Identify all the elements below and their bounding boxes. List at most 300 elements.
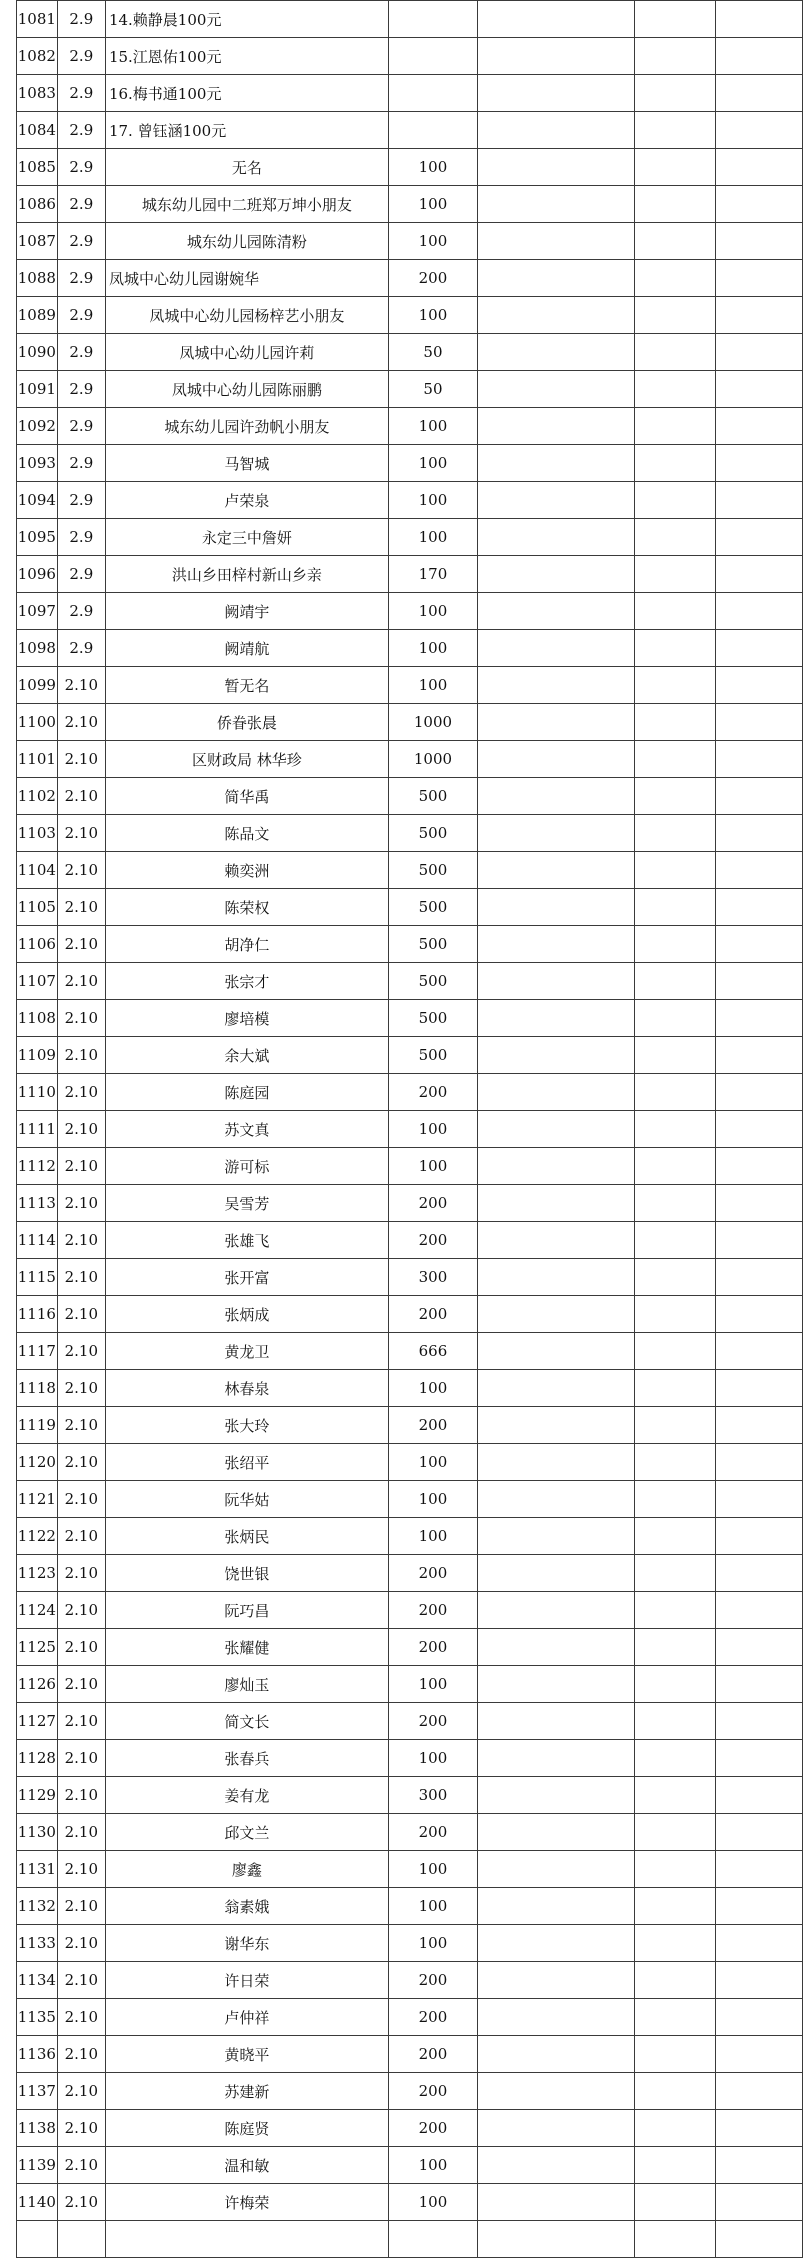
row-number-cell: 1084 <box>17 112 58 149</box>
date-cell: 2.10 <box>57 2036 105 2073</box>
donor-name-cell: 凤城中心幼儿园陈丽鹏 <box>105 371 388 408</box>
empty-cell <box>478 1 635 38</box>
amount-cell: 100 <box>388 1888 477 1925</box>
row-number-cell: 1120 <box>17 1444 58 1481</box>
empty-cell <box>634 630 715 667</box>
empty-cell <box>388 2221 477 2258</box>
amount-cell: 100 <box>388 1925 477 1962</box>
empty-cell <box>715 1481 802 1518</box>
table-row <box>17 1777 803 1814</box>
empty-cell <box>634 1407 715 1444</box>
empty-cell <box>634 445 715 482</box>
row-number-cell: 1110 <box>17 1074 58 1111</box>
empty-cell <box>634 556 715 593</box>
table-row <box>17 297 803 334</box>
row-number-cell: 1107 <box>17 963 58 1000</box>
empty-cell <box>478 1555 635 1592</box>
date-cell: 2.9 <box>57 1 105 38</box>
table-row <box>17 334 803 371</box>
donor-name-cell: 林春泉 <box>105 1370 388 1407</box>
amount-cell: 200 <box>388 1555 477 1592</box>
empty-cell <box>634 1555 715 1592</box>
empty-cell <box>715 926 802 963</box>
table-row <box>17 186 803 223</box>
table-row <box>17 1518 803 1555</box>
empty-cell <box>478 630 635 667</box>
empty-cell <box>478 482 635 519</box>
row-number-cell: 1092 <box>17 408 58 445</box>
empty-cell <box>634 1777 715 1814</box>
amount-cell: 170 <box>388 556 477 593</box>
empty-cell <box>634 741 715 778</box>
donor-name-cell: 简文长 <box>105 1703 388 1740</box>
date-cell: 2.10 <box>57 1740 105 1777</box>
row-number-cell: 1086 <box>17 186 58 223</box>
empty-cell <box>634 1148 715 1185</box>
empty-cell <box>715 334 802 371</box>
date-cell: 2.10 <box>57 1814 105 1851</box>
empty-cell <box>634 1444 715 1481</box>
amount-cell: 300 <box>388 1259 477 1296</box>
empty-cell <box>478 2184 635 2221</box>
empty-cell <box>478 38 635 75</box>
donor-name-cell: 许日荣 <box>105 1962 388 1999</box>
table-row <box>17 1814 803 1851</box>
empty-cell <box>478 1666 635 1703</box>
amount-cell: 200 <box>388 260 477 297</box>
row-number-cell: 1081 <box>17 1 58 38</box>
empty-cell <box>715 593 802 630</box>
empty-cell <box>478 445 635 482</box>
empty-cell <box>634 2184 715 2221</box>
empty-cell <box>478 1185 635 1222</box>
amount-cell: 200 <box>388 2073 477 2110</box>
empty-cell <box>478 963 635 1000</box>
table-row <box>17 704 803 741</box>
empty-cell <box>478 408 635 445</box>
date-cell: 2.10 <box>57 1518 105 1555</box>
empty-cell <box>634 1962 715 1999</box>
empty-cell <box>634 1592 715 1629</box>
row-number-cell: 1133 <box>17 1925 58 1962</box>
row-number-cell: 1109 <box>17 1037 58 1074</box>
amount-cell: 200 <box>388 1074 477 1111</box>
donor-name-cell: 阙靖宇 <box>105 593 388 630</box>
amount-cell: 100 <box>388 186 477 223</box>
amount-cell: 666 <box>388 1333 477 1370</box>
empty-cell <box>634 1037 715 1074</box>
date-cell: 2.10 <box>57 1481 105 1518</box>
empty-cell <box>634 334 715 371</box>
row-number-cell: 1101 <box>17 741 58 778</box>
date-cell: 2.10 <box>57 1148 105 1185</box>
row-number-cell: 1112 <box>17 1148 58 1185</box>
table-row <box>17 371 803 408</box>
empty-cell <box>634 704 715 741</box>
amount-cell: 100 <box>388 1111 477 1148</box>
empty-cell <box>634 1000 715 1037</box>
empty-cell <box>715 2184 802 2221</box>
empty-cell <box>634 149 715 186</box>
empty-cell <box>715 223 802 260</box>
empty-cell <box>715 741 802 778</box>
empty-cell <box>478 1111 635 1148</box>
row-number-cell: 1137 <box>17 2073 58 2110</box>
amount-cell: 500 <box>388 1000 477 1037</box>
table-row <box>17 1666 803 1703</box>
empty-cell <box>478 1999 635 2036</box>
empty-cell <box>634 1111 715 1148</box>
amount-cell: 50 <box>388 371 477 408</box>
table-row <box>17 2036 803 2073</box>
amount-cell: 100 <box>388 593 477 630</box>
amount-cell: 100 <box>388 297 477 334</box>
table-row <box>17 1296 803 1333</box>
date-cell: 2.9 <box>57 260 105 297</box>
empty-cell <box>715 1296 802 1333</box>
donor-name-cell: 张炳成 <box>105 1296 388 1333</box>
amount-cell <box>388 112 477 149</box>
empty-cell <box>478 2073 635 2110</box>
empty-cell <box>478 667 635 704</box>
row-number-cell: 1131 <box>17 1851 58 1888</box>
empty-cell <box>715 1185 802 1222</box>
empty-cell <box>478 186 635 223</box>
donor-name-cell: 邱文兰 <box>105 1814 388 1851</box>
empty-cell <box>715 408 802 445</box>
table-row <box>17 667 803 704</box>
empty-cell <box>105 2221 388 2258</box>
empty-cell <box>634 2221 715 2258</box>
empty-cell <box>715 1555 802 1592</box>
empty-cell <box>478 223 635 260</box>
date-cell: 2.10 <box>57 1185 105 1222</box>
empty-cell <box>634 2073 715 2110</box>
row-number-cell: 1128 <box>17 1740 58 1777</box>
donor-name-cell: 凤城中心幼儿园谢婉华 <box>105 260 388 297</box>
table-row <box>17 149 803 186</box>
table-row <box>17 482 803 519</box>
amount-cell: 200 <box>388 1296 477 1333</box>
table-row <box>17 408 803 445</box>
empty-cell <box>478 1962 635 1999</box>
date-cell: 2.9 <box>57 334 105 371</box>
empty-cell <box>478 334 635 371</box>
row-number-cell: 1138 <box>17 2110 58 2147</box>
table-row <box>17 223 803 260</box>
empty-cell <box>634 1481 715 1518</box>
row-number-cell: 1083 <box>17 75 58 112</box>
row-number-cell: 1126 <box>17 1666 58 1703</box>
row-number-cell: 1093 <box>17 445 58 482</box>
empty-cell <box>478 1592 635 1629</box>
empty-cell <box>634 1666 715 1703</box>
row-number-cell: 1123 <box>17 1555 58 1592</box>
date-cell: 2.10 <box>57 1703 105 1740</box>
row-number-cell: 1108 <box>17 1000 58 1037</box>
amount-cell: 500 <box>388 778 477 815</box>
empty-cell <box>634 593 715 630</box>
donor-name-cell: 阙靖航 <box>105 630 388 667</box>
amount-cell: 500 <box>388 852 477 889</box>
table-row <box>17 926 803 963</box>
empty-cell <box>634 889 715 926</box>
empty-cell <box>634 297 715 334</box>
empty-cell <box>634 963 715 1000</box>
row-number-cell: 1115 <box>17 1259 58 1296</box>
donor-name-cell: 张大玲 <box>105 1407 388 1444</box>
donor-name-cell: 张宗才 <box>105 963 388 1000</box>
donor-name-cell: 苏建新 <box>105 2073 388 2110</box>
date-cell: 2.9 <box>57 593 105 630</box>
empty-cell <box>715 889 802 926</box>
amount-cell <box>388 38 477 75</box>
empty-cell <box>715 1592 802 1629</box>
empty-cell <box>715 704 802 741</box>
empty-cell <box>634 38 715 75</box>
amount-cell: 100 <box>388 2184 477 2221</box>
empty-cell <box>634 1370 715 1407</box>
empty-cell <box>715 1370 802 1407</box>
table-row <box>17 1185 803 1222</box>
date-cell: 2.10 <box>57 1629 105 1666</box>
date-cell: 2.9 <box>57 519 105 556</box>
empty-cell <box>715 1259 802 1296</box>
date-cell: 2.10 <box>57 704 105 741</box>
empty-cell <box>634 112 715 149</box>
amount-cell: 200 <box>388 1703 477 1740</box>
donor-name-cell: 张绍平 <box>105 1444 388 1481</box>
donor-name-cell: 暂无名 <box>105 667 388 704</box>
empty-cell <box>715 1703 802 1740</box>
empty-cell <box>478 1407 635 1444</box>
empty-cell <box>478 556 635 593</box>
donor-name-cell: 城东幼儿园中二班郑万坤小朋友 <box>105 186 388 223</box>
empty-cell <box>634 1296 715 1333</box>
empty-cell <box>634 1 715 38</box>
empty-cell <box>634 1999 715 2036</box>
empty-cell <box>478 1814 635 1851</box>
empty-cell <box>478 852 635 889</box>
empty-cell <box>715 1518 802 1555</box>
amount-cell: 100 <box>388 1444 477 1481</box>
row-number-cell: 1089 <box>17 297 58 334</box>
amount-cell: 100 <box>388 482 477 519</box>
donor-name-cell: 廖灿玉 <box>105 1666 388 1703</box>
date-cell: 2.9 <box>57 186 105 223</box>
empty-cell <box>715 556 802 593</box>
empty-cell <box>478 1518 635 1555</box>
row-number-cell: 1121 <box>17 1481 58 1518</box>
empty-cell <box>634 1074 715 1111</box>
amount-cell: 200 <box>388 1222 477 1259</box>
donor-name-cell: 饶世银 <box>105 1555 388 1592</box>
table-row <box>17 1851 803 1888</box>
empty-cell <box>478 778 635 815</box>
empty-cell <box>634 1703 715 1740</box>
donor-name-cell: 张炳民 <box>105 1518 388 1555</box>
empty-cell <box>715 2073 802 2110</box>
date-cell: 2.10 <box>57 1444 105 1481</box>
empty-cell <box>478 926 635 963</box>
row-number-cell: 1125 <box>17 1629 58 1666</box>
table-row <box>17 1148 803 1185</box>
empty-cell <box>634 667 715 704</box>
amount-cell: 500 <box>388 963 477 1000</box>
amount-cell: 100 <box>388 1740 477 1777</box>
date-cell: 2.10 <box>57 1888 105 1925</box>
donor-name-cell: 陈荣权 <box>105 889 388 926</box>
amount-cell: 200 <box>388 1962 477 1999</box>
empty-cell <box>634 1185 715 1222</box>
empty-cell <box>634 2036 715 2073</box>
empty-cell <box>715 1074 802 1111</box>
empty-cell <box>634 519 715 556</box>
empty-cell <box>17 2221 58 2258</box>
amount-cell: 200 <box>388 1629 477 1666</box>
donor-name-cell: 洪山乡田梓村新山乡亲 <box>105 556 388 593</box>
donor-name-cell: 廖培模 <box>105 1000 388 1037</box>
empty-cell <box>478 1629 635 1666</box>
table-row <box>17 778 803 815</box>
empty-cell <box>478 1888 635 1925</box>
amount-cell: 100 <box>388 445 477 482</box>
row-number-cell: 1105 <box>17 889 58 926</box>
amount-cell: 100 <box>388 667 477 704</box>
date-cell: 2.10 <box>57 1777 105 1814</box>
empty-cell <box>478 1259 635 1296</box>
empty-cell <box>478 704 635 741</box>
donor-name-cell: 侨眷张晨 <box>105 704 388 741</box>
empty-cell <box>715 1148 802 1185</box>
amount-cell: 200 <box>388 1814 477 1851</box>
empty-cell <box>715 260 802 297</box>
date-cell: 2.10 <box>57 1000 105 1037</box>
amount-cell: 200 <box>388 1592 477 1629</box>
empty-cell <box>634 1518 715 1555</box>
donor-name-cell: 陈庭园 <box>105 1074 388 1111</box>
empty-cell <box>478 112 635 149</box>
row-number-cell: 1127 <box>17 1703 58 1740</box>
amount-cell: 200 <box>388 1185 477 1222</box>
donor-name-cell: 16.梅书通100元 <box>105 75 388 112</box>
empty-cell <box>634 223 715 260</box>
row-number-cell: 1085 <box>17 149 58 186</box>
donor-name-cell: 余大斌 <box>105 1037 388 1074</box>
empty-cell <box>715 852 802 889</box>
empty-cell <box>715 1111 802 1148</box>
date-cell: 2.9 <box>57 445 105 482</box>
amount-cell: 100 <box>388 1851 477 1888</box>
table-row <box>17 1925 803 1962</box>
table-row <box>17 1000 803 1037</box>
empty-cell <box>715 630 802 667</box>
row-number-cell: 1113 <box>17 1185 58 1222</box>
empty-cell <box>715 1037 802 1074</box>
empty-cell <box>478 2221 635 2258</box>
empty-cell <box>715 1777 802 1814</box>
empty-cell <box>715 1999 802 2036</box>
date-cell: 2.10 <box>57 1111 105 1148</box>
table-row <box>17 1074 803 1111</box>
amount-cell <box>388 75 477 112</box>
date-cell: 2.10 <box>57 1407 105 1444</box>
donor-name-cell: 黄晓平 <box>105 2036 388 2073</box>
empty-cell <box>478 593 635 630</box>
donor-name-cell: 卢仲祥 <box>105 1999 388 2036</box>
table-row <box>17 38 803 75</box>
empty-cell <box>715 371 802 408</box>
row-number-cell: 1088 <box>17 260 58 297</box>
date-cell: 2.9 <box>57 297 105 334</box>
empty-cell <box>715 186 802 223</box>
donor-name-cell: 城东幼儿园陈清粉 <box>105 223 388 260</box>
row-number-cell: 1104 <box>17 852 58 889</box>
empty-cell <box>634 482 715 519</box>
donor-name-cell: 苏文真 <box>105 1111 388 1148</box>
empty-cell <box>478 1333 635 1370</box>
date-cell: 2.10 <box>57 1296 105 1333</box>
empty-cell <box>715 482 802 519</box>
table-row <box>17 1555 803 1592</box>
row-number-cell: 1102 <box>17 778 58 815</box>
row-number-cell: 1094 <box>17 482 58 519</box>
table-row <box>17 889 803 926</box>
empty-cell <box>478 815 635 852</box>
empty-cell <box>715 1888 802 1925</box>
empty-cell <box>634 1851 715 1888</box>
empty-cell <box>478 371 635 408</box>
row-number-cell: 1097 <box>17 593 58 630</box>
table-row <box>17 1999 803 2036</box>
empty-cell <box>715 1000 802 1037</box>
amount-cell: 200 <box>388 2110 477 2147</box>
date-cell: 2.10 <box>57 852 105 889</box>
amount-cell: 100 <box>388 408 477 445</box>
row-number-cell: 1117 <box>17 1333 58 1370</box>
date-cell: 2.10 <box>57 1222 105 1259</box>
row-number-cell: 1095 <box>17 519 58 556</box>
donor-name-cell: 15.江恩佑100元 <box>105 38 388 75</box>
empty-cell <box>715 1222 802 1259</box>
amount-cell: 50 <box>388 334 477 371</box>
date-cell: 2.10 <box>57 667 105 704</box>
amount-cell: 200 <box>388 2036 477 2073</box>
table-row <box>17 1703 803 1740</box>
date-cell: 2.10 <box>57 2147 105 2184</box>
table-row <box>17 2184 803 2221</box>
empty-cell <box>715 1851 802 1888</box>
table-row <box>17 445 803 482</box>
row-number-cell: 1135 <box>17 1999 58 2036</box>
table-row <box>17 2221 803 2258</box>
empty-cell <box>715 1444 802 1481</box>
donor-name-cell: 黄龙卫 <box>105 1333 388 1370</box>
empty-cell <box>478 1740 635 1777</box>
empty-cell <box>634 2110 715 2147</box>
date-cell: 2.10 <box>57 2110 105 2147</box>
table-row <box>17 2110 803 2147</box>
empty-cell <box>478 1222 635 1259</box>
donor-name-cell: 陈品文 <box>105 815 388 852</box>
row-number-cell: 1111 <box>17 1111 58 1148</box>
empty-cell <box>478 1037 635 1074</box>
date-cell: 2.10 <box>57 963 105 1000</box>
amount-cell: 500 <box>388 889 477 926</box>
donor-name-cell: 马智城 <box>105 445 388 482</box>
amount-cell: 100 <box>388 223 477 260</box>
table-row <box>17 815 803 852</box>
